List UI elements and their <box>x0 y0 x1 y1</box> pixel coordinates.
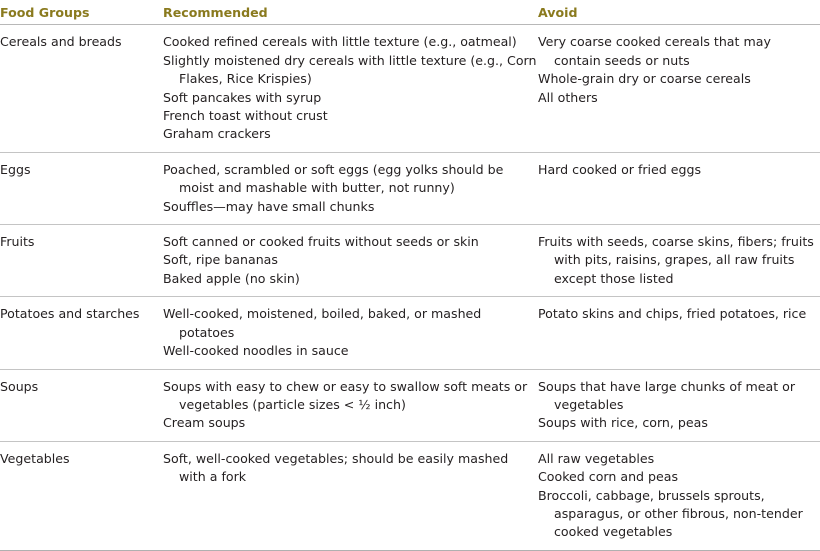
list-item: Well-cooked, moistened, boiled, baked, or mashed potatoes <box>163 306 482 340</box>
food-group-cell: Fruits <box>0 225 163 297</box>
food-group-cell: Potatoes and starches <box>0 297 163 369</box>
list-item: Slightly moistened dry cereals with little texture (e.g., Corn Flakes, Rice Krispies) <box>163 52 537 87</box>
list-item: Potato skins and chips, fried potatoes, rice <box>538 306 807 322</box>
list-item: Souffles—may have small chunks <box>163 198 375 214</box>
header-food-groups: Food Groups <box>0 0 163 25</box>
avoid-cell <box>538 297 820 369</box>
list-item: Baked apple (no skin) <box>163 270 300 286</box>
list-item: Soups with rice, corn, peas <box>538 415 708 431</box>
food-group-cell: Eggs <box>0 152 163 224</box>
avoid-cell <box>538 152 820 224</box>
header-recommended: Recommended <box>163 0 538 25</box>
header-avoid: Avoid <box>538 0 820 25</box>
list-item: Soups with easy to chew or easy to swallow soft meats or vegetables (particle sizes < ½ inch) <box>163 378 528 412</box>
list-item: Soft, well-cooked vegetables; should be easily mashed with a fork <box>163 450 509 485</box>
table-row <box>0 152 820 224</box>
list-item: Cooked corn and peas <box>538 469 679 485</box>
list-item: Soups that have large chunks of meat or vegetables <box>538 378 796 412</box>
list-item: Fruits with seeds, coarse skins, fibers; fruits with pits, raisins, grapes, all raw fruits except those listed <box>538 234 814 286</box>
avoid-cell <box>538 441 820 550</box>
list-item: Well-cooked noodles in sauce <box>163 343 349 359</box>
food-group-cell: Soups <box>0 369 163 441</box>
table-row <box>0 225 820 297</box>
list-item: Soft pancakes with syrup <box>163 89 322 105</box>
recommended-cell <box>163 441 538 550</box>
recommended-cell <box>163 297 538 369</box>
list-item: Very coarse cooked cereals that may contain seeds or nuts <box>538 34 771 68</box>
recommended-cell <box>163 152 538 224</box>
list-item: All raw vegetables <box>538 450 655 466</box>
avoid-cell <box>538 369 820 441</box>
table-row <box>0 441 820 550</box>
avoid-cell <box>538 25 820 152</box>
table-row <box>0 25 820 152</box>
food-group-cell: Vegetables <box>0 441 163 550</box>
list-item: French toast without crust <box>163 108 328 124</box>
list-item: Soft, ripe bananas <box>163 252 278 268</box>
list-item: Soft canned or cooked fruits without seeds or skin <box>163 234 479 250</box>
food-group-cell: Cereals and breads <box>0 25 163 152</box>
list-item: Graham crackers <box>163 126 271 142</box>
table-row <box>0 369 820 441</box>
recommended-cell <box>163 369 538 441</box>
list-item: Hard cooked or fried eggs <box>538 161 702 177</box>
list-item: All others <box>538 89 598 105</box>
table-row <box>0 297 820 369</box>
list-item: Cooked refined cereals with little texture (e.g., oatmeal) <box>163 34 517 50</box>
header-row <box>0 0 820 25</box>
list-item: Poached, scrambled or soft eggs (egg yolks should be moist and mashable with butter, not runny) <box>163 161 504 196</box>
recommended-cell <box>163 225 538 297</box>
list-item: Cream soups <box>163 415 246 431</box>
list-item: Broccoli, cabbage, brussels sprouts, asparagus, or other fibrous, non-tender cooked vegetables <box>538 487 803 540</box>
avoid-cell <box>538 225 820 297</box>
list-item: Whole-grain dry or coarse cereals <box>538 71 751 87</box>
recommended-cell <box>163 25 538 152</box>
